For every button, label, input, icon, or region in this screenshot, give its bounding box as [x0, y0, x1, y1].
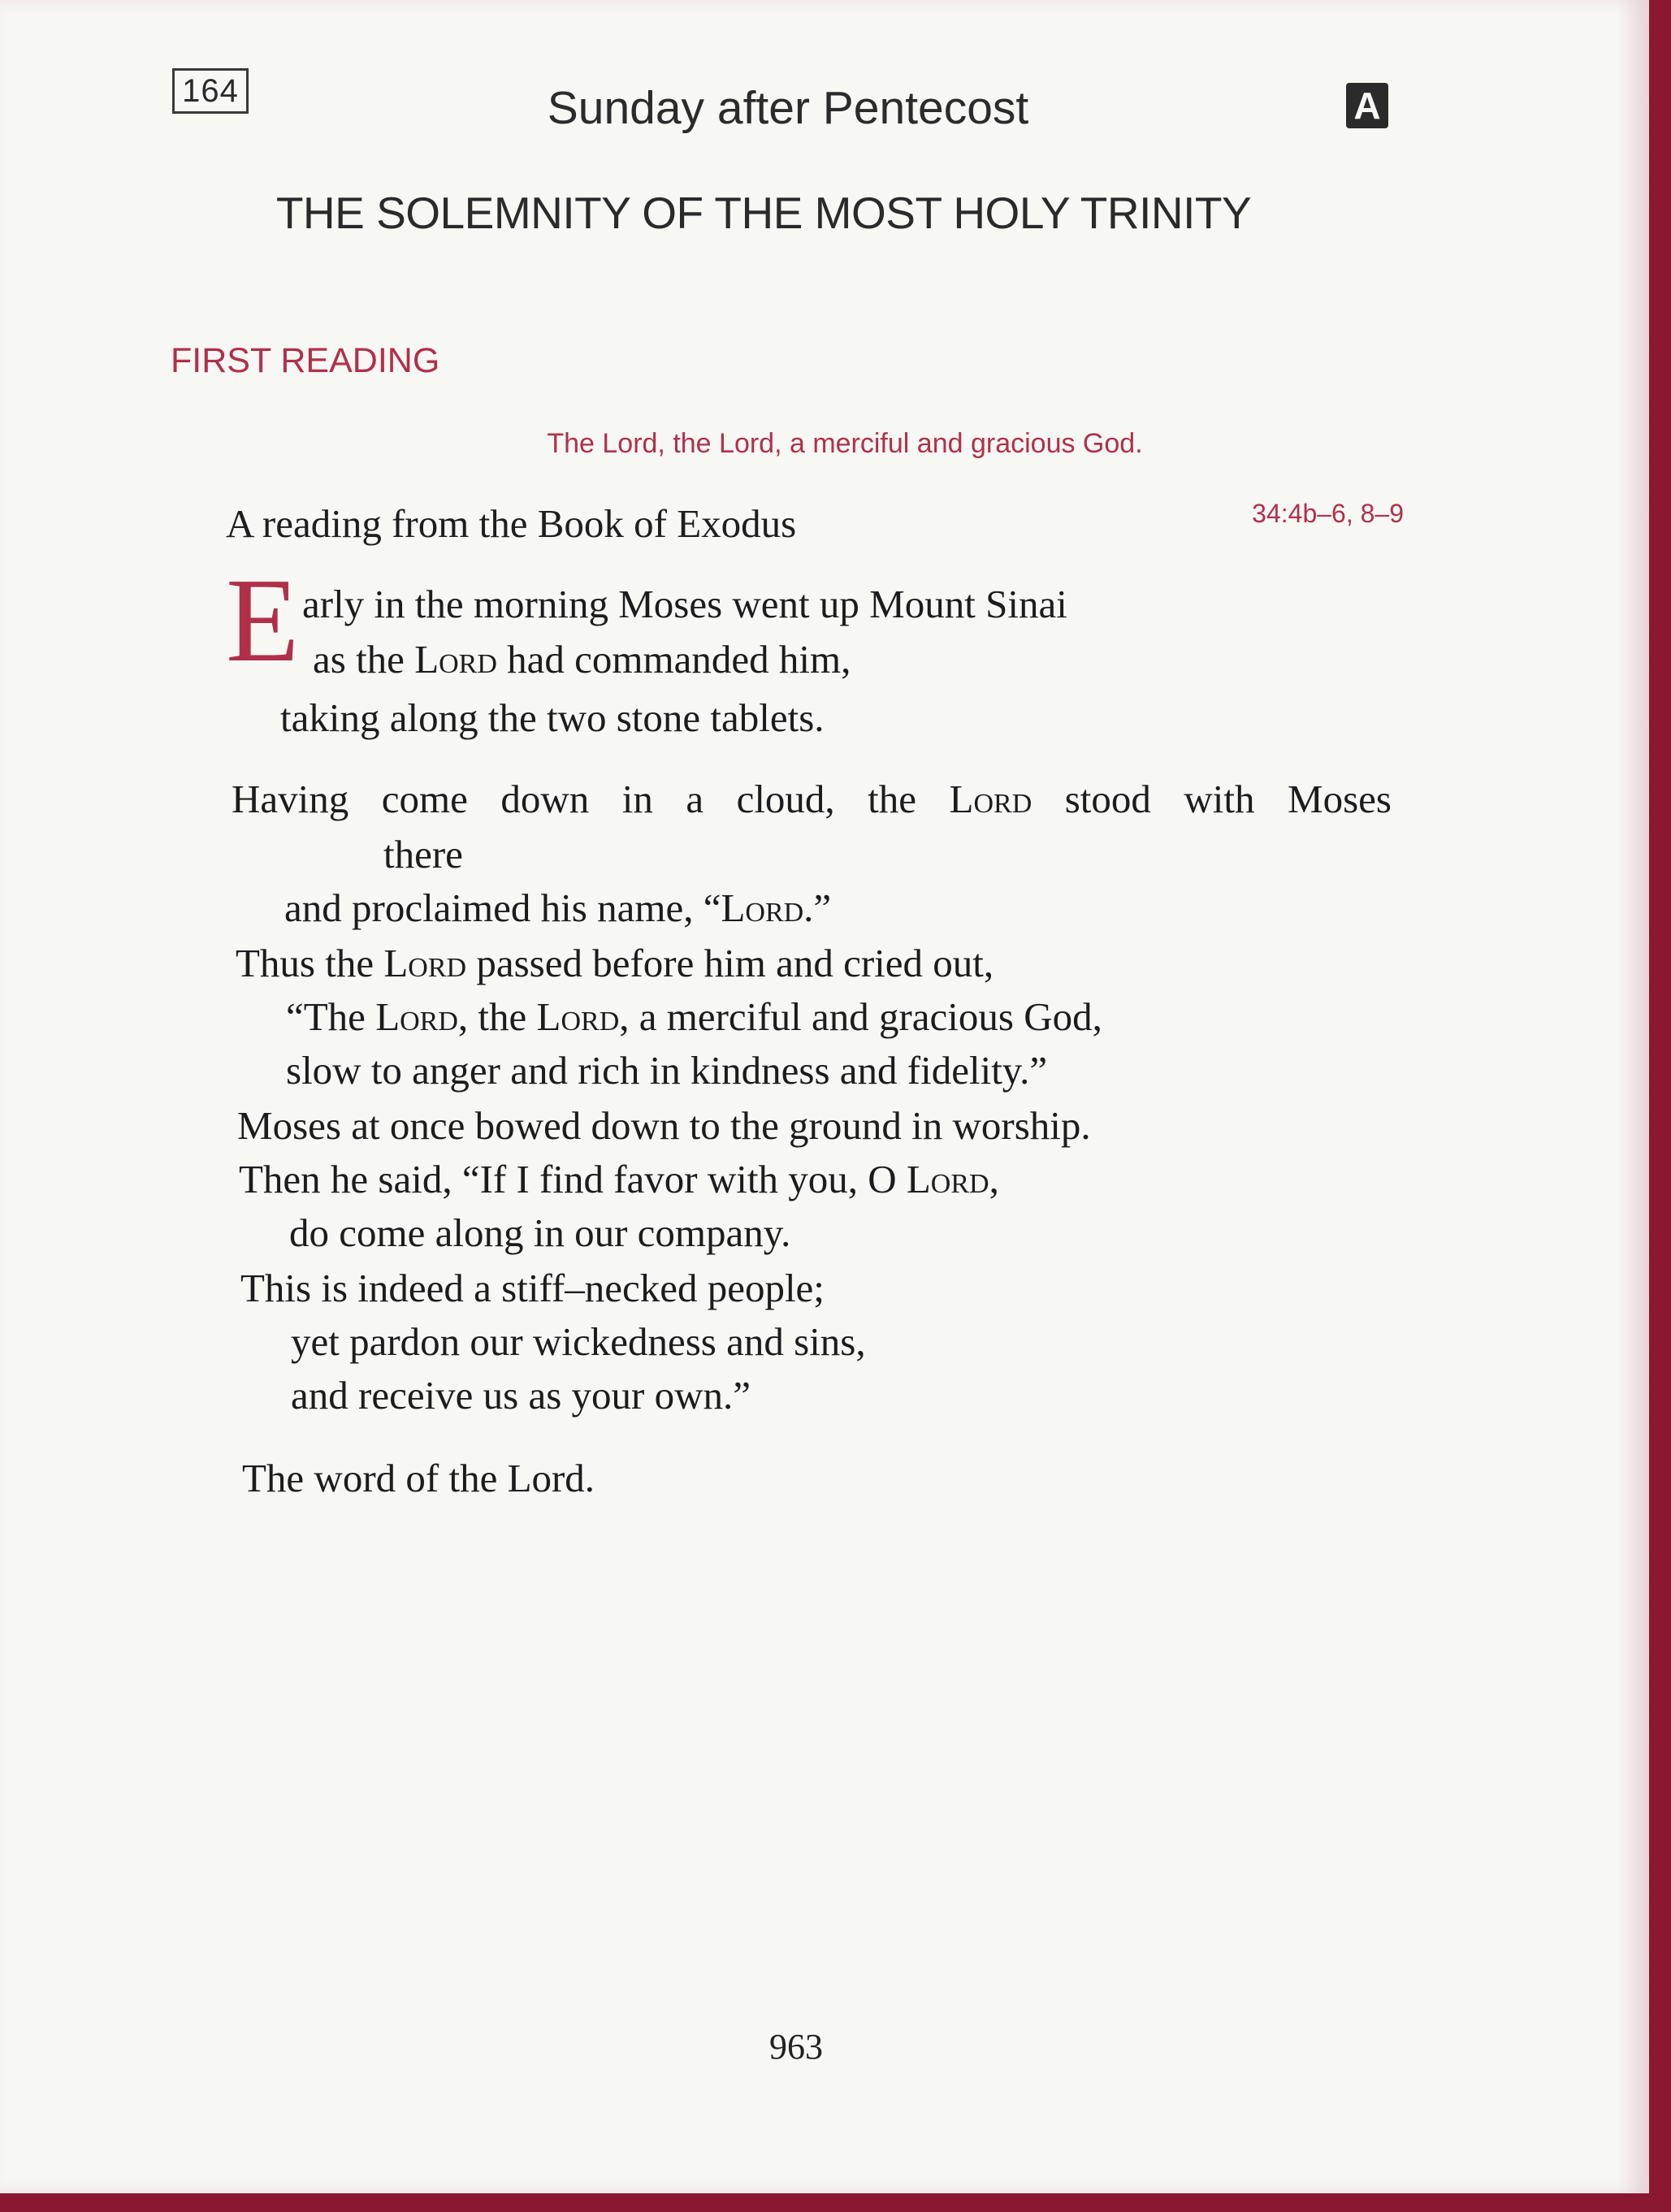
reading-line: do come along in our company. [289, 1210, 791, 1255]
reading-intro: A reading from the Book of Exodus [226, 501, 797, 546]
reading-citation: 34:4b–6, 8–9 [1252, 499, 1404, 528]
reading-line: slow to anger and rich in kindness and fidelity.” [286, 1048, 1048, 1093]
drop-cap-letter: E [226, 554, 300, 687]
section-header-title: Sunday after Pentecost [547, 82, 1029, 134]
solemnity-title: THE SOLEMNITY OF THE MOST HOLY TRINITY [275, 188, 1252, 238]
reading-line: Then he said, “If I find favor with you, O Lord, [239, 1157, 999, 1201]
reading-caption: The Lord, the Lord, a merciful and gracious God. [547, 428, 1143, 459]
page-edge-shading [1617, 0, 1649, 2193]
reading-line: yet pardon our wickedness and sins, [291, 1319, 866, 1364]
reading-acclamation: The word of the Lord. [242, 1456, 595, 1500]
page-number: 963 [769, 2027, 823, 2067]
reading-line: Having come down in a cloud, the Lord stood with Moses [232, 777, 1392, 821]
reading-line: and proclaimed his name, “Lord.” [284, 885, 832, 930]
reading-line: This is indeed a stiff–necked people; [240, 1266, 825, 1310]
lectionary-year-badge: A [1346, 83, 1388, 128]
reading-line: Moses at once bowed down to the ground in worship. [237, 1103, 1091, 1148]
section-number-box: 164 [172, 68, 249, 114]
reading-line: as the Lord had commanded him, [313, 637, 851, 682]
reading-line: Thus the Lord passed before him and cried out, [236, 941, 994, 985]
reading-label: FIRST READING [171, 341, 440, 380]
reading-line: and receive us as your own.” [291, 1373, 751, 1418]
reading-line: arly in the morning Moses went up Mount Sinai [302, 582, 1067, 626]
reading-line: taking along the two stone tablets. [280, 695, 825, 740]
reading-line: there [383, 832, 463, 877]
reading-line: “The Lord, the Lord, a merciful and gracious God, [286, 994, 1102, 1039]
